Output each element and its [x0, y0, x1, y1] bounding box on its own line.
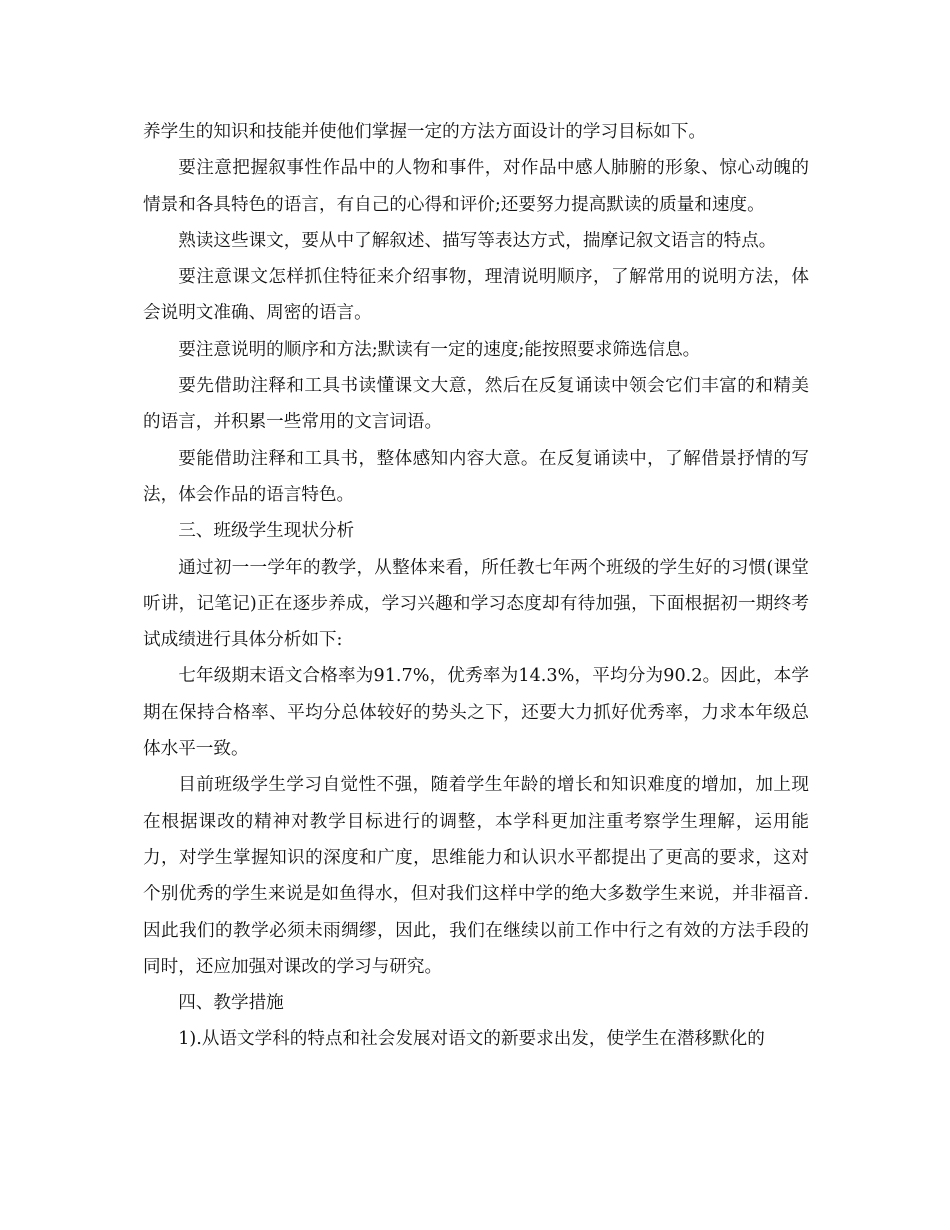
paragraph-current-situation: 目前班级学生学习自觉性不强，随着学生年龄的增长和知识难度的增加，加上现在根据课改的精神对教学目标进行的调整，本学科更加注重考察学生理解，运用能力，对学生掌握知识的深度和广度，思维能力和认识水平都提出了更高的要求，这对个别优秀的学生来说是如鱼得水，但对我们这样中学的绝大多数学生来说，并非福音.因此我们的教学必须未雨绸缪，因此，我们在继续以前工作中行之有效的方法手段的同时，还应加强对课改的学习与研究。 [143, 775, 809, 977]
section-heading-class-analysis: 三、班级学生现状分析 [178, 521, 355, 542]
paragraph-expository-goal: 要注意课文怎样抓住特征来介绍事物，理清说明顺序，了解常用的说明方法，体会说明文准确、周密的语言。 [143, 267, 809, 324]
paragraph-reading-goal: 熟读这些课文，要从中了解叙述、描写等表达方式，揣摩记叙文语言的特点。 [178, 230, 777, 251]
paragraph-classical-text-goal: 要先借助注释和工具书读懂课文大意，然后在反复诵读中领会它们丰富的和精美的语言，并积累一些常用的文言词语。 [143, 376, 809, 433]
document-page [143, 114, 809, 1058]
paragraph-narrative-goal: 要注意把握叙事性作品中的人物和事件，对作品中感人肺腑的形象、惊心动魄的情景和各具特色的语言，有自己的心得和评价;还要努力提高默读的质量和速度。 [143, 158, 809, 215]
paragraph-continuation: 养学生的知识和技能并使他们掌握一定的方法方面设计的学习目标如下。 [143, 122, 707, 142]
paragraph-class-overview: 通过初一一学年的教学，从整体来看，所任教七年两个班级的学生好的习惯(课堂听讲，记笔记)正在逐步养成，学习兴趣和学习态度却有待加强，下面根据初一期终考试成绩进行具体分析如下: [143, 557, 809, 651]
paragraph-poetry-goal: 要能借助注释和工具书，整体感知内容大意。在反复诵读中，了解借景抒情的写法，体会作品的语言特色。 [143, 448, 809, 505]
section-heading-teaching-measures: 四、教学措施 [178, 993, 284, 1014]
paragraph-silent-reading-goal: 要注意说明的顺序和方法;默读有一定的速度;能按照要求筛选信息。 [178, 339, 701, 360]
paragraph-measure-1: 1).从语文学科的特点和社会发展对语文的新要求出发，使学生在潜移默化的 [178, 1029, 765, 1050]
paragraph-exam-statistics: 七年级期末语文合格率为91.7%，优秀率为14.3%，平均分为90.2。因此，本学期在保持合格率、平均分总体较好的势头之下，还要大力抓好优秀率，力求本年级总体水平一致。 [143, 666, 809, 760]
